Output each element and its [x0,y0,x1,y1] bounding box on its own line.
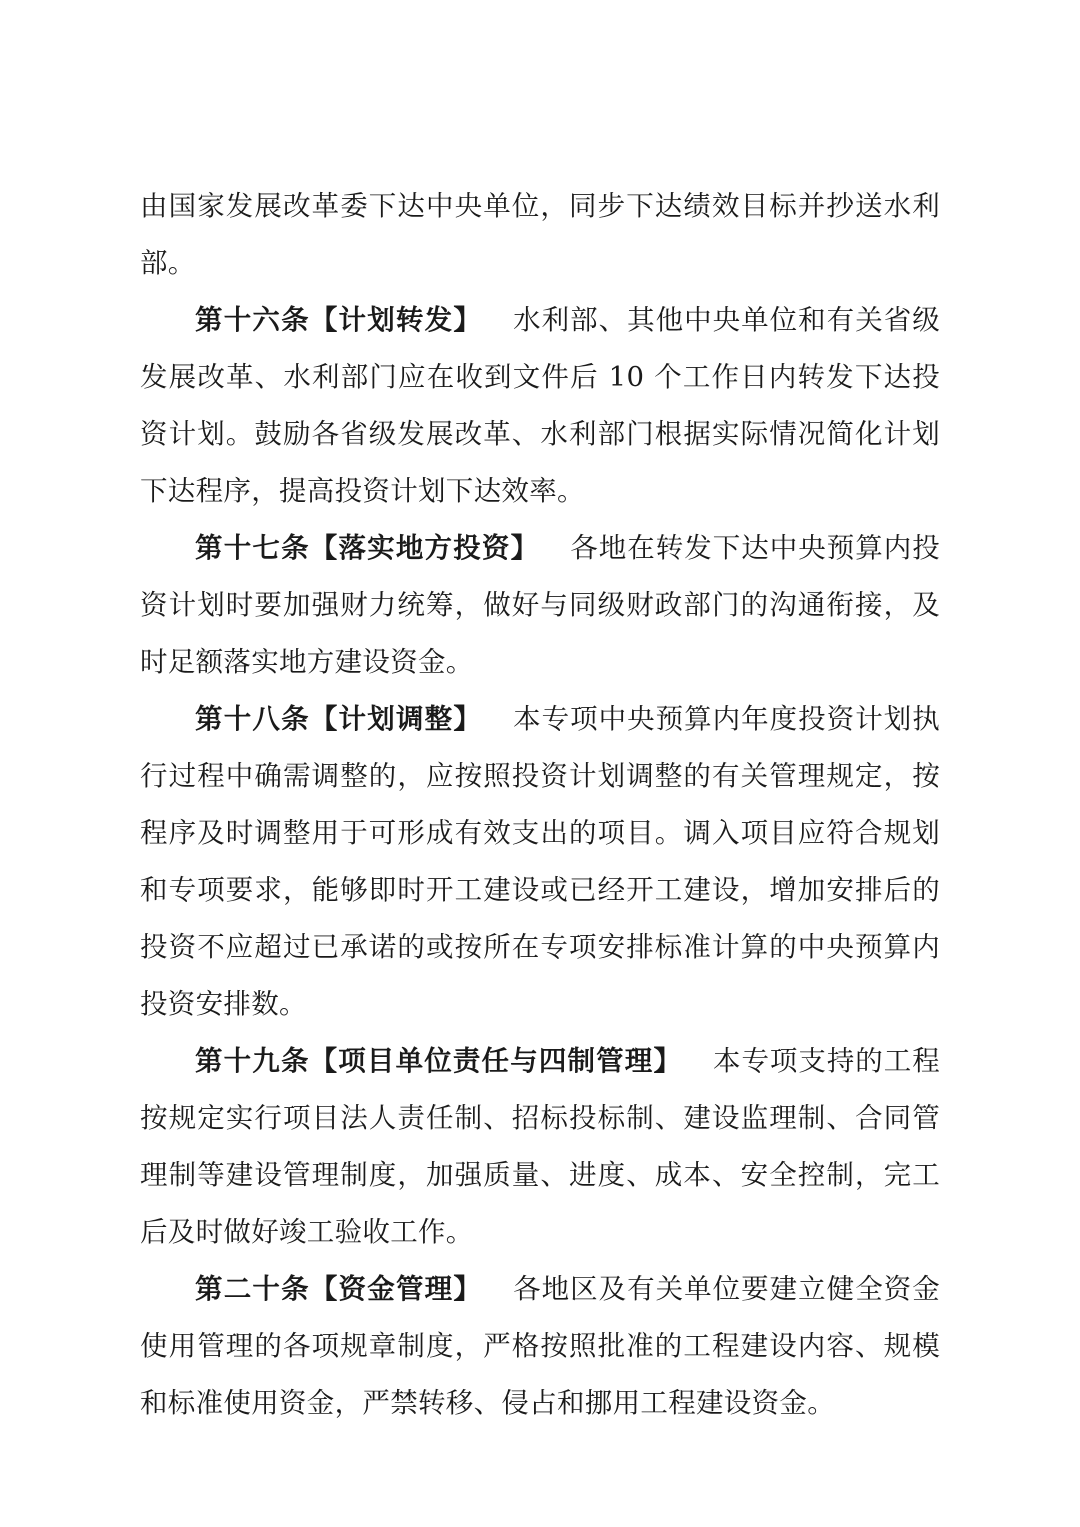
paragraph-article-16 [140,292,940,520]
article-heading-18: 第十八条【计划调整】 [195,703,483,735]
paragraph-article-20 [140,1261,940,1432]
article-heading-16: 第十六条【计划转发】 [195,304,483,336]
article-heading-17: 第十七条【落实地方投资】 [195,532,540,564]
paragraph-article-18 [140,691,940,1033]
paragraph-continuation [140,178,940,292]
article-heading-20: 第二十条【资金管理】 [195,1273,483,1305]
paragraph-text: 本专项支持的工程按规定实行项目法人责任制、招标投标制、建设监理制、合同管理制等建设管理制度，加强质量、进度、成本、安全控制，完工后及时做好竣工验收工作。 [140,1045,941,1248]
paragraph-article-17 [140,520,940,691]
paragraph-text: 各地区及有关单位要建立健全资金使用管理的各项规章制度，严格按照批准的工程建设内容、规模和标准使用资金，严禁转移、侵占和挪用工程建设资金。 [140,1273,941,1419]
paragraph-text: 各地在转发下达中央预算内投资计划时要加强财力统筹，做好与同级财政部门的沟通衔接，及时足额落实地方建设资金。 [140,532,940,678]
article-heading-19: 第十九条【项目单位责任与四制管理】 [195,1045,683,1077]
document-body [140,178,940,1432]
paragraph-text: 水利部、其他中央单位和有关省级发展改革、水利部门应在收到文件后 10 个工作日内转发下达投资计划。鼓励各省级发展改革、水利部门根据实际情况简化计划下达程序，提高投资计划下达效率。 [140,304,941,507]
paragraph-text: 由国家发展改革委下达中央单位，同步下达绩效目标并抄送水利部。 [140,190,940,279]
paragraph-text: 本专项中央预算内年度投资计划执行过程中确需调整的，应按照投资计划调整的有关管理规定，按程序及时调整用于可形成有效支出的项目。调入项目应符合规划和专项要求，能够即时开工建设或已经开工建设，增加安排后的投资不应超过已承诺的或按所在专项安排标准计算的中央预算内投资安排数。 [140,703,941,1020]
paragraph-article-19 [140,1033,940,1261]
